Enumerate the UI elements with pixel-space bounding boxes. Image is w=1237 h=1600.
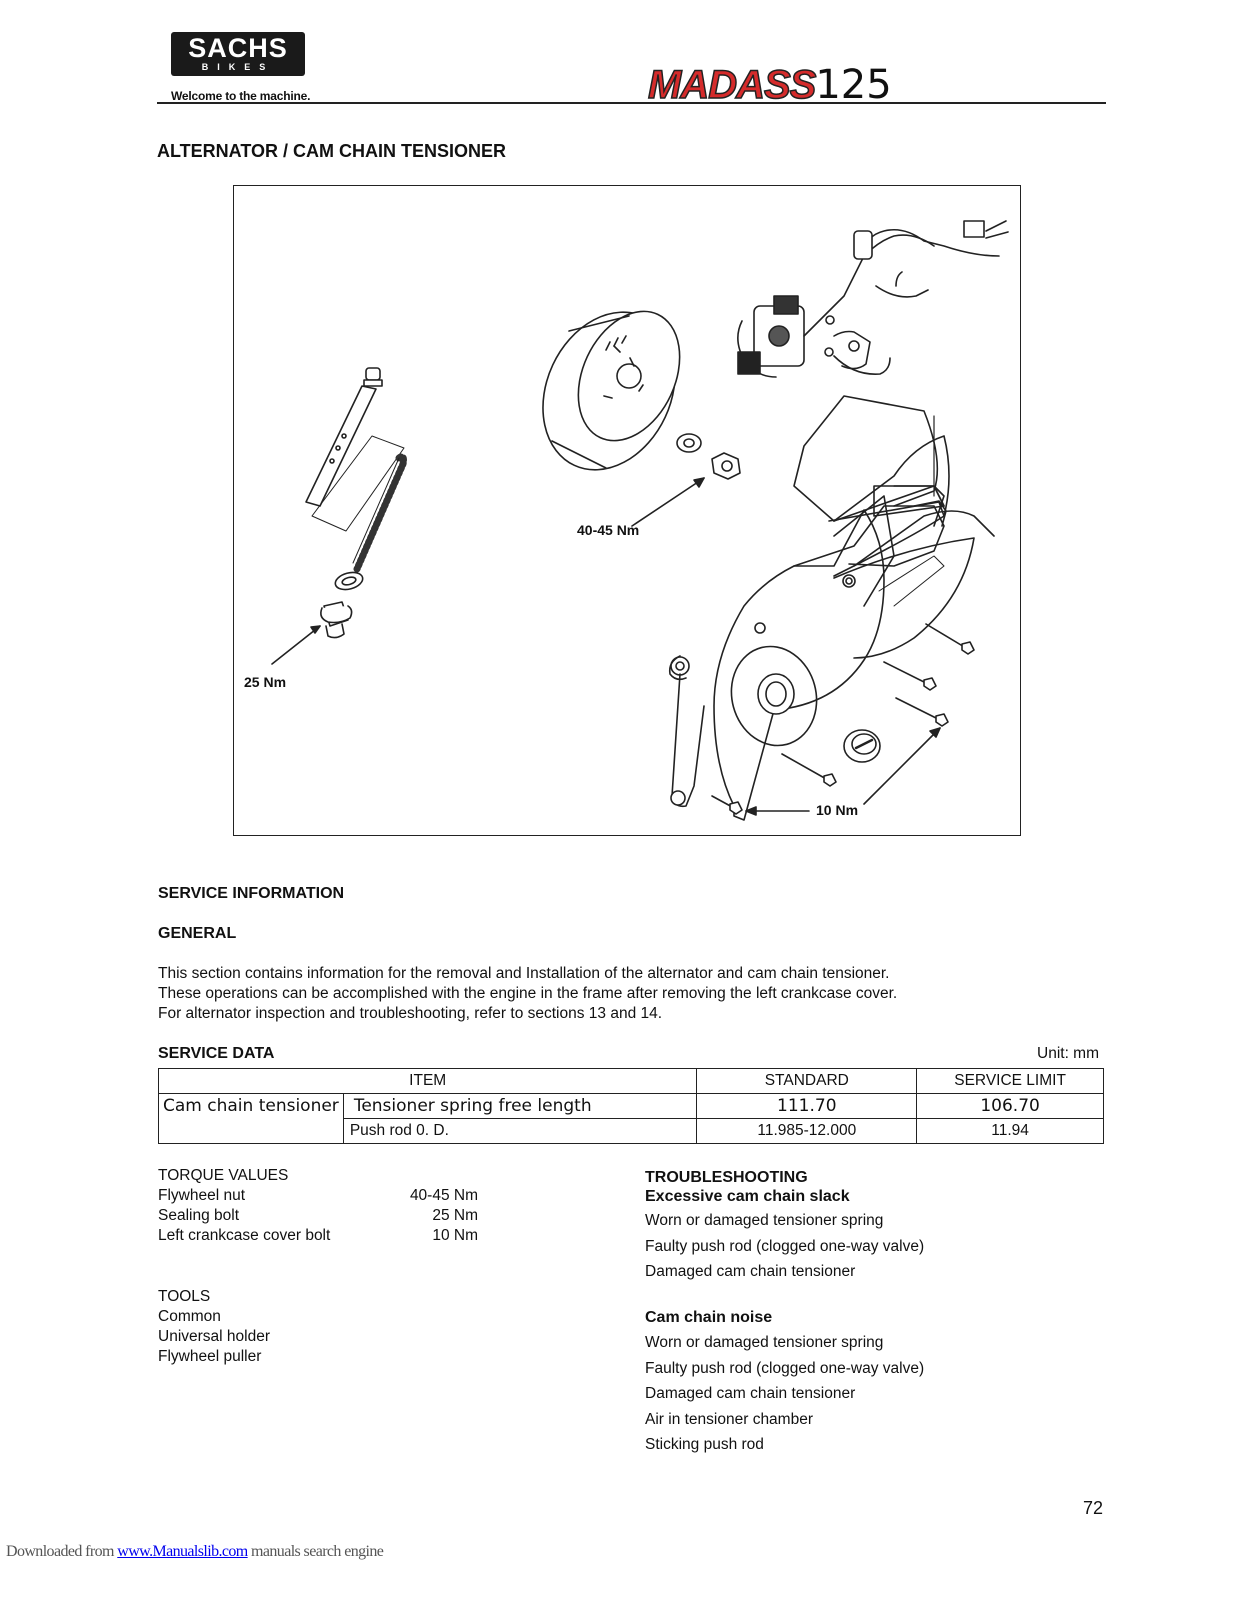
col-item: ITEM	[159, 1069, 697, 1094]
exploded-diagram	[233, 185, 1021, 836]
torque-heading: TORQUE VALUES	[158, 1167, 289, 1184]
item-cell: Push rod 0. D.	[343, 1119, 697, 1144]
callout-cover-torque: 10 Nm	[816, 802, 859, 818]
trouble-item: Worn or damaged tensioner spring	[645, 1334, 884, 1351]
tool-item: Flywheel puller	[158, 1348, 262, 1365]
limit-cell: 106.70	[917, 1094, 1104, 1119]
footer-prefix: Downloaded from	[6, 1543, 118, 1560]
tensioner-assembly	[272, 368, 404, 664]
troubleshooting-column	[645, 1168, 924, 1458]
standard-cell: 11.985-12.000	[697, 1119, 917, 1144]
header-rule	[157, 102, 1106, 104]
torque-value: 10 Nm	[432, 1227, 478, 1244]
paragraph-line: These operations can be accomplished with the engine in the frame after removing the left crankcase cover.	[158, 985, 898, 1002]
general-paragraph	[158, 964, 897, 1024]
torque-tools-column	[158, 1166, 478, 1367]
torque-label: Sealing bolt	[158, 1207, 240, 1224]
torque-value: 40-45 Nm	[409, 1187, 478, 1204]
service-info-heading: SERVICE INFORMATION	[158, 885, 345, 902]
torque-label: Flywheel nut	[158, 1187, 246, 1204]
trouble-item: Damaged cam chain tensioner	[645, 1263, 856, 1280]
tagline: Welcome to the machine.	[171, 89, 311, 103]
footer-suffix: manuals search engine	[247, 1543, 384, 1560]
paragraph-line: This section contains information for the removal and Installation of the alternator and cam chain tensioner.	[158, 965, 890, 982]
tools-heading: TOOLS	[158, 1288, 211, 1305]
torque-row	[158, 1226, 478, 1246]
model-number: 125	[815, 62, 892, 108]
exploded-view-drawing	[234, 186, 1020, 835]
brand-name: SACHS	[188, 33, 288, 63]
general-heading: GENERAL	[158, 925, 237, 942]
torque-row	[158, 1186, 478, 1206]
trouble-item: Faulty push rod (clogged one-way valve)	[645, 1237, 925, 1255]
manualslib-link[interactable]: www.Manualslib.com	[117, 1543, 248, 1560]
callout-flywheel-torque: 40-45 Nm	[577, 522, 640, 538]
sachs-logo	[171, 32, 305, 76]
trouble-item: Air in tensioner chamber	[645, 1410, 813, 1428]
limit-cell: 11.94	[917, 1119, 1104, 1144]
page-title: ALTERNATOR / CAM CHAIN TENSIONER	[157, 141, 506, 161]
col-service-limit: SERVICE LIMIT	[917, 1069, 1104, 1094]
torque-label: Left crankcase cover bolt	[158, 1227, 331, 1244]
table-row	[159, 1094, 1104, 1119]
model-logo	[648, 62, 892, 107]
col-standard: STANDARD	[697, 1069, 917, 1094]
brand-sub: BIKES	[201, 62, 275, 72]
tool-item: Common	[158, 1308, 221, 1325]
item-cell: Tensioner spring free length	[343, 1094, 697, 1119]
download-footer	[6, 1543, 383, 1561]
trouble-group-title: Excessive cam chain slack	[645, 1188, 850, 1205]
torque-row	[158, 1206, 478, 1226]
service-data-table	[158, 1068, 1104, 1144]
trouble-group-title: Cam chain noise	[645, 1308, 773, 1326]
flywheel	[518, 290, 740, 526]
callout-sealing-torque: 25 Nm	[244, 674, 287, 690]
trouble-item: Worn or damaged tensioner spring	[645, 1212, 884, 1229]
paragraph-line: For alternator inspection and troubleshooting, refer to sections 13 and 14.	[158, 1005, 663, 1022]
torque-value: 25 Nm	[432, 1207, 478, 1224]
stator-wiring	[738, 221, 1008, 377]
unit-label: Unit: mm	[1037, 1045, 1099, 1062]
tool-item: Universal holder	[158, 1328, 270, 1345]
trouble-item: Sticking push rod	[645, 1436, 764, 1453]
group-cell: Cam chain tensioner	[159, 1094, 344, 1144]
trouble-item: Damaged cam chain tensioner	[645, 1385, 856, 1402]
standard-cell: 111.70	[697, 1094, 917, 1119]
page-number: 72	[1083, 1498, 1104, 1518]
trouble-item: Faulty push rod (clogged one-way valve)	[645, 1359, 925, 1377]
troubleshooting-heading: TROUBLESHOOTING	[645, 1169, 808, 1186]
table-header-row	[159, 1069, 1104, 1094]
model-name: MADASS	[648, 63, 816, 107]
service-data-heading: SERVICE DATA	[158, 1045, 275, 1062]
